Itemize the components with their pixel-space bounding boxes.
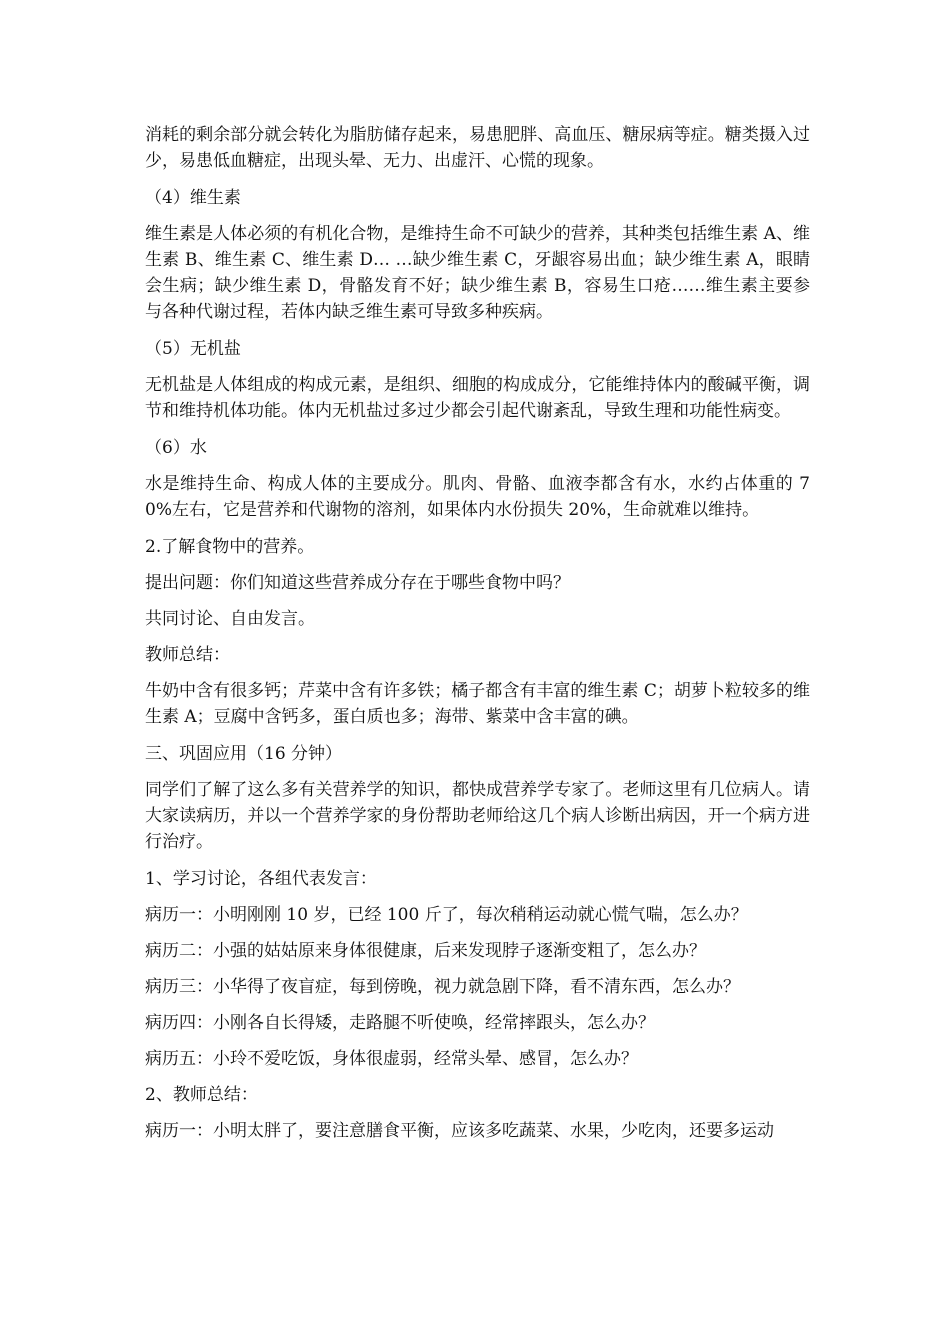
case-record-1: 病历一：小明刚刚 10 岁，已经 100 斤了，每次稍稍运动就心慌气喘，怎么办？: [145, 905, 748, 925]
paragraph-food-summary: 牛奶中含有很多钙；芹菜中含有许多铁；橘子都含有丰富的维生素 C；胡萝卜粒较多的维生素 A；豆腐中含钙多，蛋白质也多；海带、紫菜中含丰富的碘。: [145, 681, 810, 727]
paragraph-water: 水是维持生命、构成人体的主要成分。肌肉、骨骼、血液李都含有水，水约占体重的 70%左右，它是营养和代谢物的溶剂，如果体内水份损失 20%，生命就难以维持。: [145, 474, 810, 520]
paragraph-discussion: 共同讨论、自由发言。: [145, 609, 315, 629]
case-answer-1: 病历一：小明太胖了，要注意膳食平衡，应该多吃蔬菜、水果，少吃肉，还要多运动: [145, 1121, 774, 1141]
case-record-4: 病历四：小刚各自长得矮，走路腿不听使唤，经常摔跟头，怎么办？: [145, 1013, 655, 1033]
heading-vitamins: （4）维生素: [145, 188, 241, 208]
heading-water: （6）水: [145, 438, 207, 458]
heading-food-nutrition: 2.了解食物中的营养。: [145, 537, 315, 557]
paragraph-teacher-summary-label: 教师总结：: [145, 645, 230, 665]
case-record-3: 病历三：小华得了夜盲症，每到傍晚，视力就急剧下降，看不清东西，怎么办？: [145, 977, 740, 997]
paragraph-question: 提出问题：你们知道这些营养成分存在于哪些食物中吗？: [145, 573, 570, 593]
paragraph-vitamins: 维生素是人体必须的有机化合物，是维持生命不可缺少的营养，其种类包括维生素 A、维生素 B、维生素 C、维生素 D… …缺少维生素 C，牙龈容易出血；缺少维生素 A，眼睛会生病；缺少维生素 D，骨骼发育不好；缺少维生素 B，容易生口疮……维生素主要参与各种代谢过程，若体内缺乏维生素可导致多种疾病。: [145, 224, 810, 322]
heading-group-discussion: 1、学习讨论，各组代表发言：: [145, 869, 377, 889]
heading-minerals: （5）无机盐: [145, 339, 241, 359]
paragraph-application-intro: 同学们了解了这么多有关营养学的知识，都快成营养学专家了。老师这里有几位病人。请大家读病历，并以一个营养学家的身份帮助老师给这几个病人诊断出病因，开一个病方进行治疗。: [145, 780, 810, 852]
heading-teacher-summary-2: 2、教师总结：: [145, 1085, 258, 1105]
paragraph-minerals: 无机盐是人体组成的构成元素，是组织、细胞的构成成分，它能维持体内的酸碱平衡，调节和维持机体功能。体内无机盐过多过少都会引起代谢紊乱，导致生理和功能性病变。: [145, 375, 810, 421]
case-record-5: 病历五：小玲不爱吃饭，身体很虚弱，经常头晕、感冒，怎么办？: [145, 1049, 638, 1069]
document-body: [145, 122, 810, 1154]
case-record-2: 病历二：小强的姑姑原来身体很健康，后来发现脖子逐渐变粗了，怎么办？: [145, 941, 706, 961]
heading-application: 三、巩固应用（16 分钟）: [145, 744, 343, 764]
paragraph-carbohydrate-continued: 消耗的剩余部分就会转化为脂肪储存起来，易患肥胖、高血压、糖尿病等症。糖类摄入过少，易患低血糖症，出现头晕、无力、出虚汗、心慌的现象。: [145, 125, 810, 171]
